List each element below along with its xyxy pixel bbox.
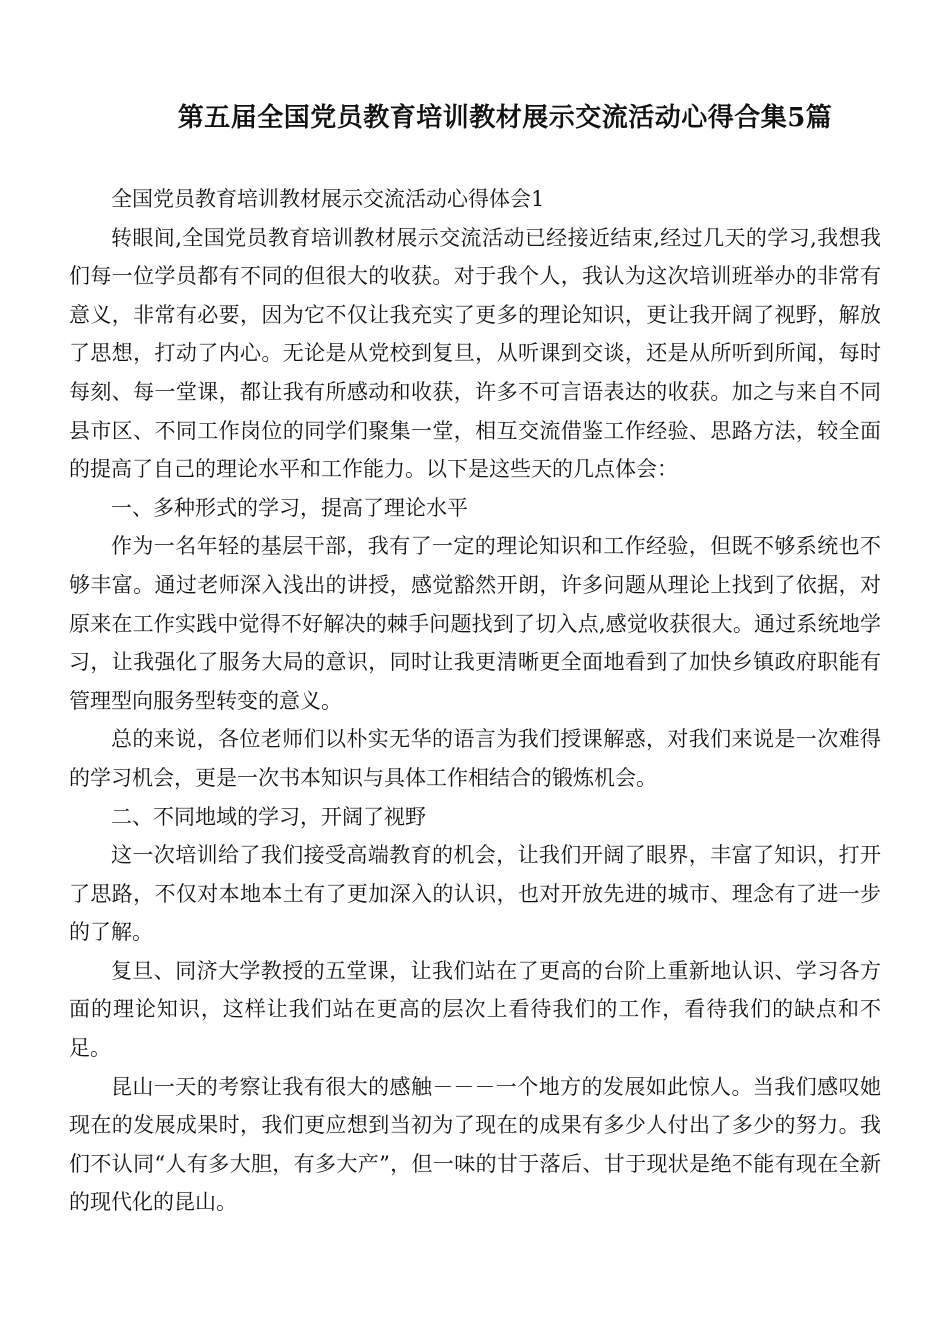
paragraph-heading-1: 全国党员教育培训教材展示交流活动心得体会1 [111, 187, 545, 211]
paragraph: 作为一名年轻的基层干部，我有了一定的理论知识和工作经验，但既不够系统也不够丰富。通过老师深入浅出的讲授，感觉豁然开朗，许多问题从理论上找到了依据，对原来在工作实践中觉得不好解决的棘手问题找到了切入点,感觉收获很大。通过系统地学习，让我强化了服务大局的意识，同时让我更清晰更全面地看到了加快乡镇政府职能有管理型向服务型转变的意义。 [69, 534, 881, 713]
section-heading-1: 一、多种形式的学习，提高了理论水平 [111, 495, 468, 520]
paragraph: 总的来说，各位老师们以朴实无华的语言为我们授课解惑，对我们来说是一次难得的学习机会，更是一次书本知识与具体工作相结合的锻炼机会。 [69, 727, 881, 790]
section-heading-2: 二、不同地域的学习，开阔了视野 [111, 804, 426, 829]
paragraph: 复旦、同济大学教授的五堂课，让我们站在了更高的台阶上重新地认识、学习各方面的理论知识，这样让我们站在更高的层次上看待我们的工作，看待我们的缺点和不足。 [69, 958, 881, 1061]
paragraph: 这一次培训给了我们接受高端教育的机会，让我们开阔了眼界，丰富了知识，打开了思路，不仅对本地本土有了更加深入的认识，也对开放先进的城市、理念有了进一步的了解。 [69, 843, 881, 945]
document-body [69, 180, 881, 1222]
paragraph: 昆山一天的考察让我有很大的感触－－－一个地方的发展如此惊人。当我们感叹她现在的发展成果时，我们更应想到当初为了现在的成果有多少人付出了多少的努力。我们不认同“人有多大胆，有多大产”，但一味的甘于落后、甘于现状是绝不能有现在全新的现代化的昆山。 [69, 1074, 881, 1215]
document-title: 第五届全国党员教育培训教材展示交流活动心得合集5篇 [177, 103, 833, 133]
paragraph: 转眼间,全国党员教育培训教材展示交流活动已经接近结束,经过几天的学习,我想我们每一位学员都有不同的但很大的收获。对于我个人，我认为这次培训班举办的非常有意义，非常有必要，因为它不仅让我充实了更多的理论知识，更让我开阔了视野，解放了思想，打动了内心。无论是从党校到复旦，从听课到交谈，还是从所听到所闻，每时每刻、每一堂课，都让我有所感动和收获，许多不可言语表达的收获。加之与来自不同县市区、不同工作岗位的同学们聚集一堂，相互交流借鉴工作经验、思路方法，较全面的提高了自己的理论水平和工作能力。以下是这些天的几点体会： [69, 225, 881, 482]
